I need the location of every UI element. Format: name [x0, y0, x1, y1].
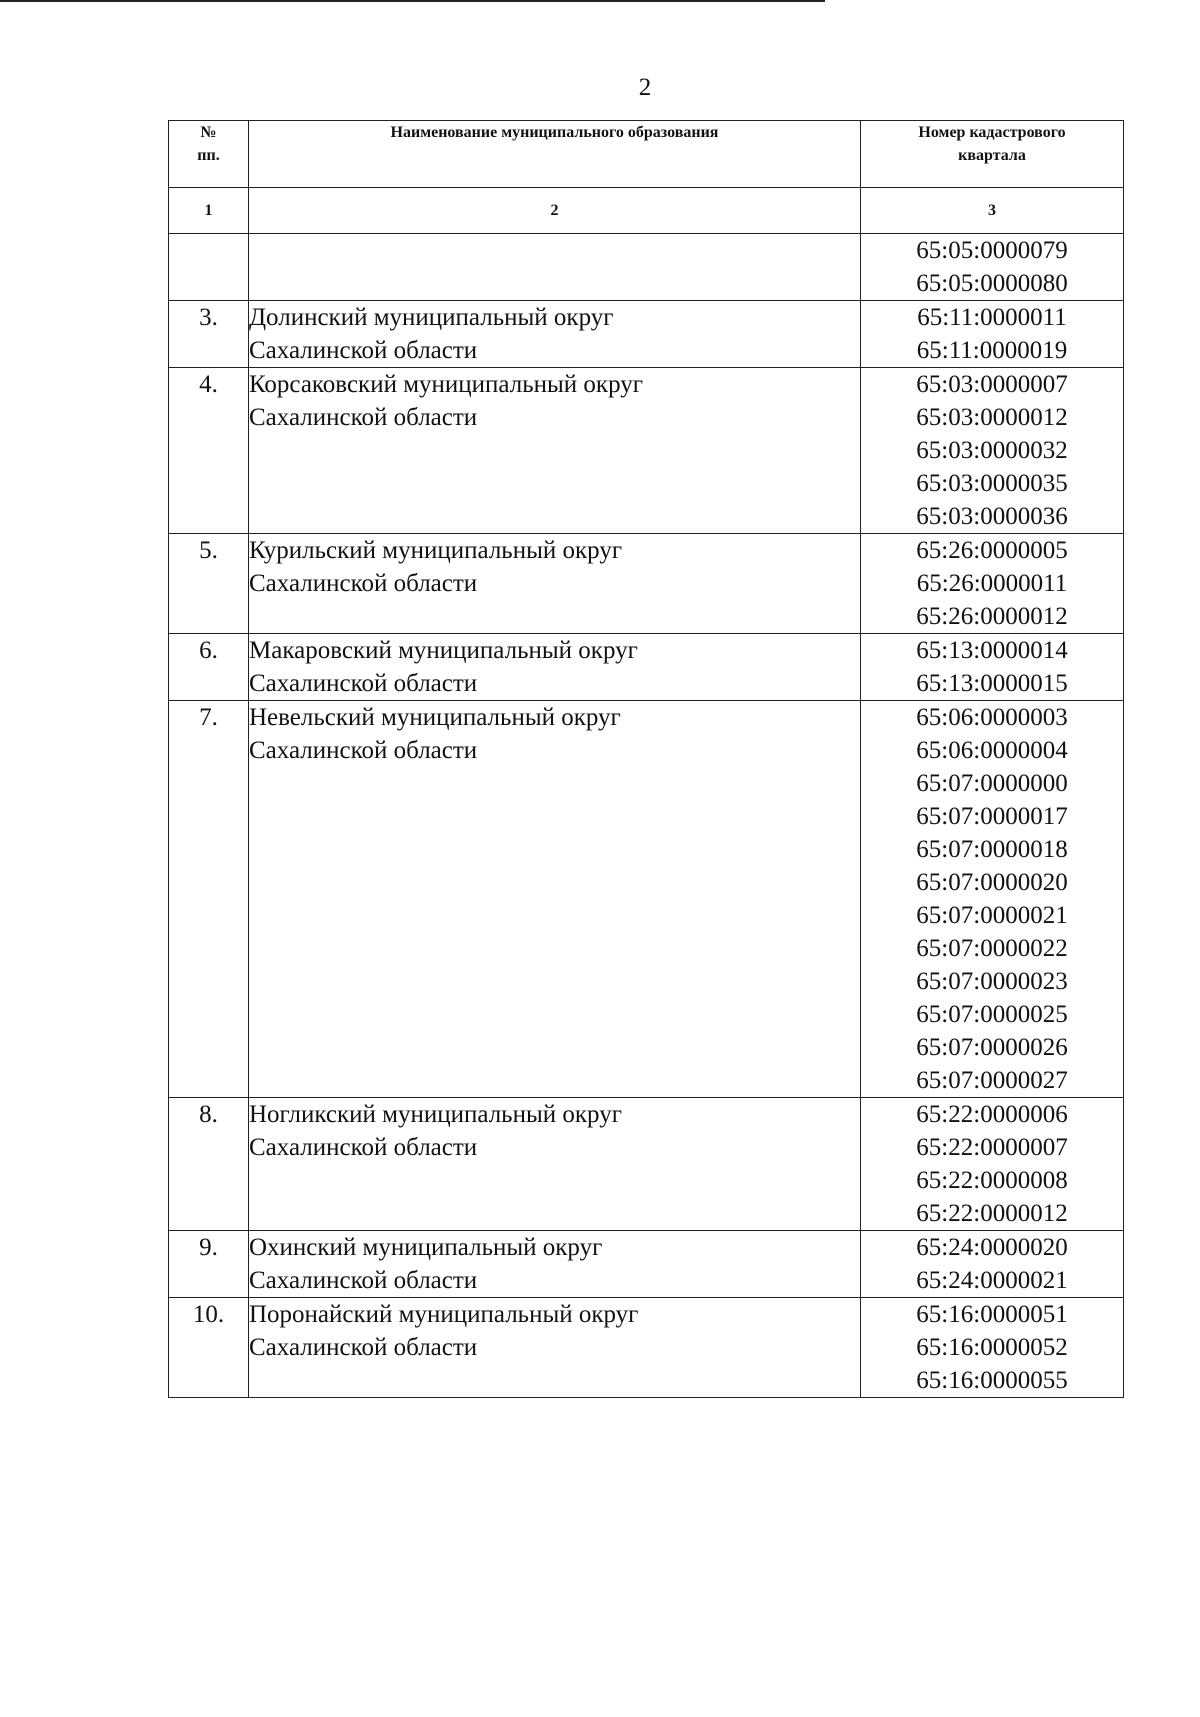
municipality-name-line: Сахалинской области	[249, 404, 478, 431]
municipality-name-line: Поронайский муниципальный округ	[249, 1301, 639, 1328]
cadastral-code: 65:26:0000012	[916, 603, 1068, 630]
municipality-name	[249, 368, 861, 534]
header-row	[169, 121, 1124, 188]
municipality-name	[249, 701, 861, 1098]
row-number: 6.	[169, 634, 249, 701]
municipality-name	[249, 1231, 861, 1298]
cadastral-codes	[861, 1298, 1124, 1398]
cadastral-code: 65:16:0000051	[916, 1301, 1068, 1328]
table-row	[169, 368, 1124, 534]
cadastral-code: 65:11:0000011	[917, 304, 1067, 331]
cadastral-code: 65:06:0000004	[916, 737, 1068, 764]
cadastral-codes	[861, 634, 1124, 701]
cadastral-code: 65:24:0000020	[916, 1234, 1068, 1261]
table-row	[169, 701, 1124, 1098]
cadastral-code: 65:07:0000021	[916, 902, 1068, 929]
municipality-name	[249, 1298, 861, 1398]
cadastral-code: 65:07:0000020	[916, 869, 1068, 896]
row-number: 4.	[169, 368, 249, 534]
cadastral-code: 65:06:0000003	[916, 704, 1068, 731]
cadastral-code: 65:05:0000079	[916, 237, 1068, 264]
municipality-name	[249, 634, 861, 701]
row-number: 3.	[169, 301, 249, 368]
cadastral-code: 65:07:0000026	[916, 1034, 1068, 1061]
table-body	[169, 234, 1124, 1398]
cadastral-code: 65:07:0000025	[916, 1001, 1068, 1028]
cadastral-code: 65:26:0000011	[916, 570, 1068, 597]
row-number: 7.	[169, 701, 249, 1098]
header-number: № пп.	[169, 121, 249, 188]
cadastral-table	[168, 120, 1124, 1398]
top-rule	[0, 0, 825, 2]
column-number: 3	[861, 188, 1124, 234]
row-number: 5.	[169, 534, 249, 634]
municipality-name	[249, 534, 861, 634]
cadastral-code: 65:13:0000014	[916, 637, 1068, 664]
table-row	[169, 234, 1124, 301]
municipality-name-line: Корсаковский муниципальный округ	[249, 371, 643, 398]
municipality-name	[249, 234, 861, 301]
municipality-name-line: Сахалинской области	[249, 737, 478, 764]
row-number: 8.	[169, 1098, 249, 1231]
municipality-name-line: Охинский муниципальный округ	[249, 1234, 603, 1261]
column-number-row	[169, 188, 1124, 234]
cadastral-codes	[861, 368, 1124, 534]
table-row	[169, 1231, 1124, 1298]
cadastral-code: 65:22:0000008	[916, 1167, 1068, 1194]
table-row	[169, 301, 1124, 368]
page-number: 2	[638, 74, 652, 101]
cadastral-codes	[861, 1098, 1124, 1231]
municipality-name	[249, 301, 861, 368]
cadastral-code: 65:26:0000005	[916, 537, 1068, 564]
cadastral-code: 65:16:0000055	[916, 1367, 1068, 1394]
cadastral-codes	[861, 701, 1124, 1098]
cadastral-codes	[861, 234, 1124, 301]
table-row	[169, 1298, 1124, 1398]
table-row	[169, 634, 1124, 701]
municipality-name-line: Сахалинской области	[249, 1134, 478, 1161]
municipality-name-line: Сахалинской области	[249, 337, 478, 364]
cadastral-code: 65:07:0000017	[916, 803, 1068, 830]
cadastral-code: 65:24:0000021	[916, 1267, 1068, 1294]
cadastral-code: 65:22:0000006	[916, 1101, 1068, 1128]
cadastral-codes	[861, 1231, 1124, 1298]
cadastral-code: 65:11:0000019	[916, 337, 1068, 364]
cadastral-code: 65:22:0000007	[916, 1134, 1068, 1161]
cadastral-code: 65:13:0000015	[916, 670, 1068, 697]
cadastral-codes	[861, 301, 1124, 368]
cadastral-code: 65:07:0000018	[916, 836, 1068, 863]
cadastral-code: 65:03:0000012	[916, 404, 1068, 431]
municipality-name-line: Сахалинской области	[249, 1267, 478, 1294]
municipality-name	[249, 1098, 861, 1231]
municipality-name-line: Ногликский муниципальный округ	[249, 1101, 622, 1128]
row-number: 10.	[169, 1298, 249, 1398]
cadastral-code: 65:03:0000036	[916, 503, 1068, 530]
header-municipality: Наименование муниципального образования	[249, 121, 861, 188]
cadastral-codes	[861, 534, 1124, 634]
municipality-name-line: Макаровский муниципальный округ	[249, 637, 638, 664]
cadastral-code: 65:05:0000080	[916, 270, 1068, 297]
municipality-name-line: Долинский муниципальный округ	[249, 304, 614, 331]
municipality-name-line: Сахалинской области	[249, 670, 478, 697]
header-cadastral-quarter: Номер кадастрового квартала	[861, 121, 1124, 188]
cadastral-code: 65:07:0000000	[916, 770, 1068, 797]
column-number: 2	[249, 188, 861, 234]
cadastral-code: 65:03:0000035	[916, 470, 1068, 497]
row-number: 9.	[169, 1231, 249, 1298]
cadastral-code: 65:07:0000022	[916, 935, 1068, 962]
cadastral-code: 65:07:0000027	[916, 1067, 1068, 1094]
municipality-name-line: Курильский муниципальный округ	[249, 537, 623, 564]
table-row	[169, 534, 1124, 634]
row-number	[169, 234, 249, 301]
cadastral-code: 65:03:0000007	[916, 371, 1068, 398]
municipality-name-line: Сахалинской области	[249, 570, 478, 597]
municipality-name-line: Невельский муниципальный округ	[249, 704, 621, 731]
cadastral-code: 65:16:0000052	[916, 1334, 1068, 1361]
table-row	[169, 1098, 1124, 1231]
cadastral-code: 65:22:0000012	[916, 1200, 1068, 1227]
column-number: 1	[169, 188, 249, 234]
municipality-name-line: Сахалинской области	[249, 1334, 478, 1361]
cadastral-code: 65:03:0000032	[916, 437, 1068, 464]
cadastral-code: 65:07:0000023	[916, 968, 1068, 995]
